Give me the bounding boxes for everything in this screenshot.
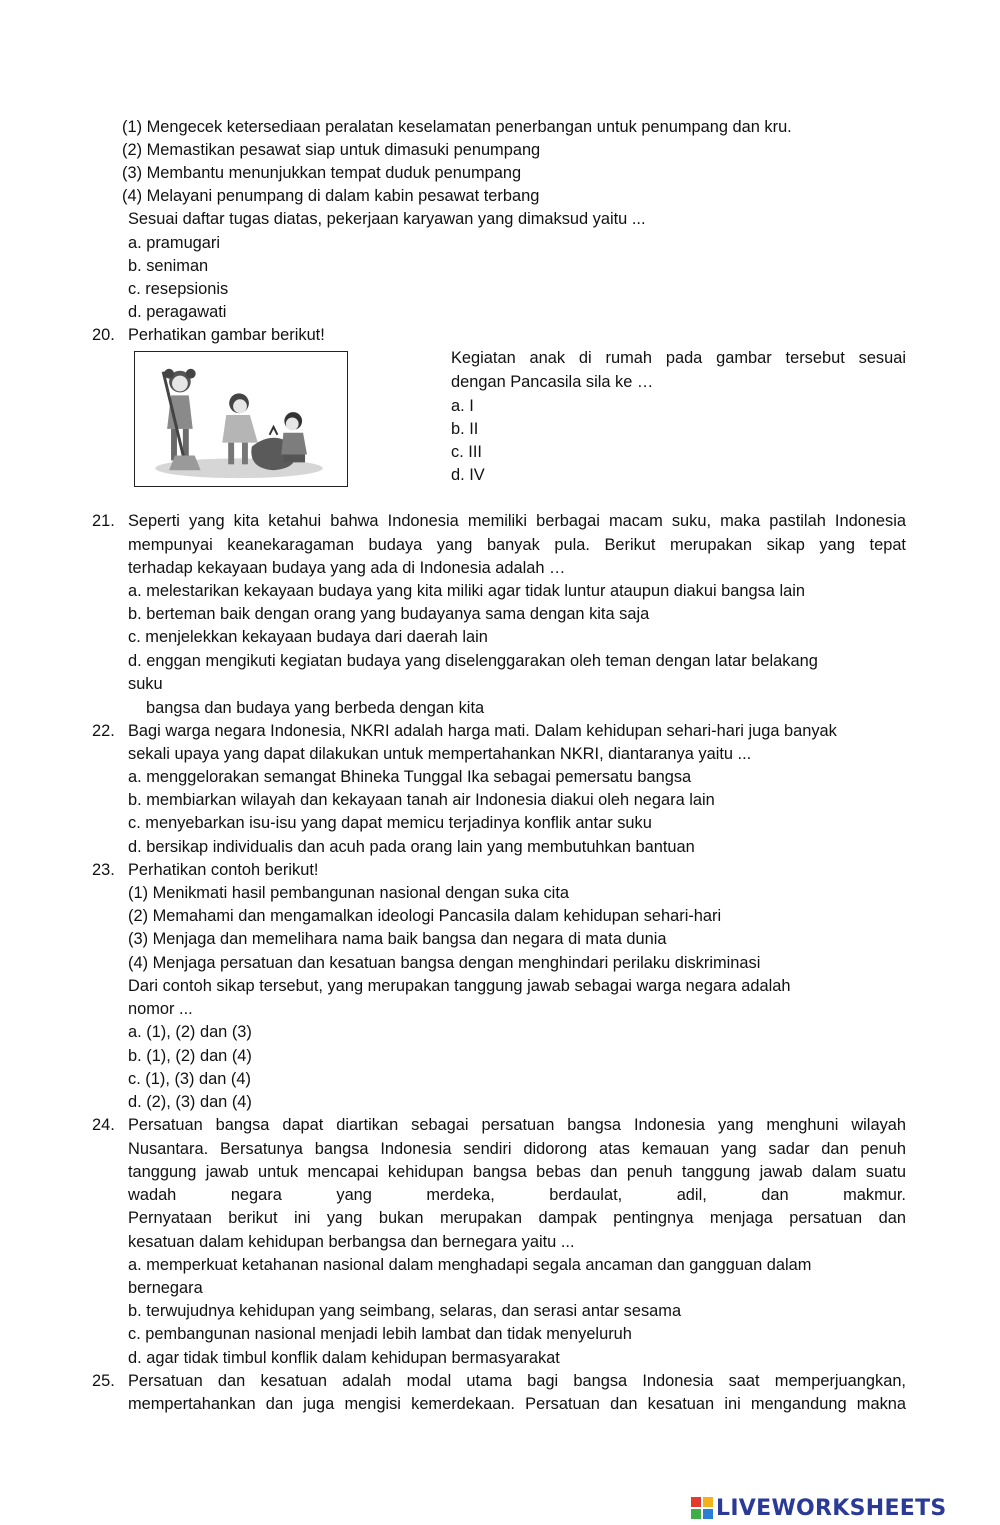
- answer-option[interactable]: c. menyebarkan isu-isu yang dapat memicu terjadinya konflik antar suku: [128, 814, 652, 832]
- answer-option[interactable]: a. I: [451, 397, 474, 415]
- question-intro: Perhatikan gambar berikut!: [128, 326, 325, 344]
- question-text: terhadap kekayaan budaya yang ada di Indonesia adalah …: [128, 559, 566, 577]
- question-text: kesatuan dalam kehidupan berbangsa dan bernegara yaitu ...: [128, 1233, 575, 1251]
- question-number: 21.: [92, 512, 115, 530]
- answer-option[interactable]: d. bersikap individualis dan acuh pada orang lain yang membutuhkan bantuan: [128, 838, 695, 856]
- answer-option[interactable]: a. menggelorakan semangat Bhineka Tunggal Ika sebagai pemersatu bangsa: [128, 768, 692, 786]
- answer-option[interactable]: b. membiarkan wilayah dan kekayaan tanah air Indonesia diakui oleh negara lain: [128, 791, 715, 809]
- answer-option[interactable]: a. (1), (2) dan (3): [128, 1023, 252, 1041]
- question-text: sekali upaya yang dapat dilakukan untuk mempertahankan NKRI, diantaranya yaitu ...: [128, 745, 752, 763]
- question-text: Persatuan bangsa dapat diartikan sebagai persatuan bangsa Indonesia yang menghuni wilayah: [128, 1116, 906, 1134]
- answer-option[interactable]: b. II: [451, 420, 479, 438]
- answer-option[interactable]: b. (1), (2) dan (4): [128, 1047, 252, 1065]
- answer-option[interactable]: c. III: [451, 443, 482, 461]
- liveworksheets-logo-icon: [690, 1496, 714, 1520]
- answer-option[interactable]: d. peragawati: [128, 303, 227, 321]
- answer-option[interactable]: a. pramugari: [128, 234, 221, 252]
- question-text: Kegiatan anak di rumah pada gambar tersebut sesuai: [451, 349, 906, 367]
- question-text: wadah negara yang merdeka, berdaulat, adil, dan makmur.: [128, 1186, 906, 1204]
- answer-option[interactable]: a. memperkuat ketahanan nasional dalam menghadapi segala ancaman dan gangguan dalam: [128, 1256, 812, 1274]
- task-item: (1) Mengecek ketersediaan peralatan keselamatan penerbangan untuk penumpang dan kru.: [122, 118, 792, 136]
- question-text: Dari contoh sikap tersebut, yang merupakan tanggung jawab sebagai warga negara adalah: [128, 977, 791, 995]
- example-item: (4) Menjaga persatuan dan kesatuan bangsa dengan menghindari perilaku diskriminasi: [128, 954, 761, 972]
- answer-option[interactable]: d. enggan mengikuti kegiatan budaya yang diselenggarakan oleh teman dengan latar belakang: [128, 652, 818, 670]
- question-text: mempertahankan dan juga mengisi kemerdekaan. Persatuan dan kesatuan ini mengandung makna: [128, 1395, 906, 1413]
- answer-option-continued: bernegara: [128, 1279, 203, 1297]
- brand-name: LIVEWORKSHEETS: [716, 1495, 947, 1521]
- answer-option[interactable]: c. resepsionis: [128, 280, 229, 298]
- question-text: dengan Pancasila sila ke …: [451, 373, 654, 391]
- answer-option[interactable]: c. pembangunan nasional menjadi lebih lambat dan tidak menyeluruh: [128, 1325, 632, 1343]
- question-text: Persatuan dan kesatuan adalah modal utama bagi bangsa Indonesia saat memperjuangkan,: [128, 1372, 906, 1390]
- answer-option[interactable]: b. terwujudnya kehidupan yang seimbang, selaras, dan serasi antar sesama: [128, 1302, 682, 1320]
- answer-option-continued: bangsa dan budaya yang berbeda dengan kita: [146, 699, 485, 717]
- question-number: 23.: [92, 861, 115, 879]
- answer-option[interactable]: d. IV: [451, 466, 485, 484]
- example-item: (3) Menjaga dan memelihara nama baik bangsa dan negara di mata dunia: [128, 930, 667, 948]
- question-number: 25.: [92, 1372, 115, 1390]
- task-item: (4) Melayani penumpang di dalam kabin pesawat terbang: [122, 187, 540, 205]
- question-number: 22.: [92, 722, 115, 740]
- answer-option[interactable]: b. berteman baik dengan orang yang budayanya sama dengan kita saja: [128, 605, 650, 623]
- question-intro: Perhatikan contoh berikut!: [128, 861, 319, 879]
- answer-option[interactable]: c. (1), (3) dan (4): [128, 1070, 251, 1088]
- question-number: 24.: [92, 1116, 115, 1134]
- question-text: Seperti yang kita ketahui bahwa Indonesia memiliki berbagai macam suku, maka pastilah Indonesia: [128, 512, 906, 530]
- answer-option[interactable]: a. melestarikan kekayaan budaya yang kita miliki agar tidak luntur ataupun diakui bangsa lain: [128, 582, 805, 600]
- answer-option[interactable]: b. seniman: [128, 257, 209, 275]
- question-text: nomor ...: [128, 1000, 193, 1018]
- question-number: 20.: [92, 326, 115, 344]
- example-item: (1) Menikmati hasil pembangunan nasional dengan suka cita: [128, 884, 569, 902]
- liveworksheets-logo: [690, 1493, 947, 1523]
- answer-option-continued: suku: [128, 675, 163, 693]
- question-text: Bagi warga negara Indonesia, NKRI adalah harga mati. Dalam kehidupan sehari-hari juga banyak: [128, 722, 837, 740]
- children-cleaning-illustration: [134, 351, 348, 487]
- question-text: tanggung jawab untuk mencapai kehidupan bangsa bebas dan penuh tanggung jawab dalam suatu: [128, 1163, 906, 1181]
- answer-option[interactable]: c. menjelekkan kekayaan budaya dari daerah lain: [128, 628, 488, 646]
- task-item: (2) Memastikan pesawat siap untuk dimasuki penumpang: [122, 141, 541, 159]
- example-item: (2) Memahami dan mengamalkan ideologi Pancasila dalam kehidupan sehari-hari: [128, 907, 722, 925]
- answer-option[interactable]: d. (2), (3) dan (4): [128, 1093, 252, 1111]
- question-text: Nusantara. Bersatunya bangsa Indonesia sendiri didorong atas kemauan yang sadar dan penuh: [128, 1140, 906, 1158]
- question-text: Pernyataan berikut ini yang bukan merupakan dampak pentingnya menjaga persatuan dan: [128, 1209, 906, 1227]
- task-item: (3) Membantu menunjukkan tempat duduk penumpang: [122, 164, 522, 182]
- answer-option[interactable]: d. agar tidak timbul konflik dalam kehidupan bermasyarakat: [128, 1349, 560, 1367]
- question-text: Sesuai daftar tugas diatas, pekerjaan karyawan yang dimaksud yaitu ...: [128, 210, 646, 228]
- question-text: mempunyai keanekaragaman budaya yang banyak pula. Berikut merupakan sikap yang tepat: [128, 536, 906, 554]
